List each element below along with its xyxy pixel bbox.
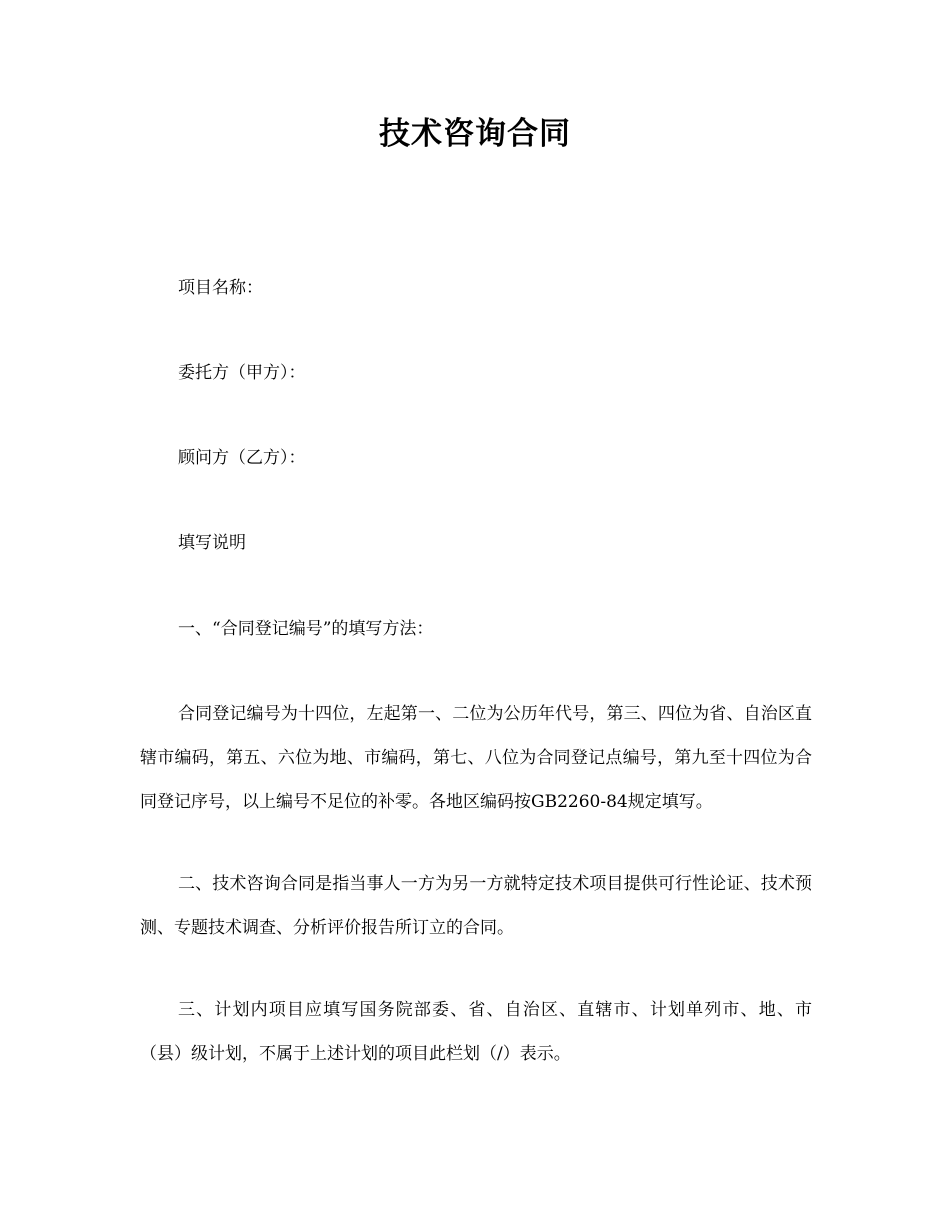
- instruction-item-2: 二、技术咨询合同是指当事人一方为另一方就特定技术项目提供可行性论证、技术预测、专题技术调查、分析评价报告所订立的合同。: [140, 874, 812, 938]
- consultant-label: 顾问方（乙方）：: [178, 448, 306, 468]
- instruction-item-1-heading: 一、“合同登记编号”的填写方法：: [178, 619, 434, 639]
- document-title: 技术咨询合同: [379, 116, 571, 152]
- instructions-heading: 填写说明: [178, 533, 246, 553]
- instruction-item-3: 三、计划内项目应填写国务院部委、省、自治区、直辖市、计划单列市、地、市（县）级计划，不属于上述计划的项目此栏划（/）表示。: [140, 1000, 812, 1064]
- project-name-label: 项目名称：: [178, 278, 263, 298]
- instruction-item-1-body: 合同登记编号为十四位，左起第一、二位为公历年代号，第三、四位为省、自治区直辖市编码，第五、六位为地、市编码，第七、八位为合同登记点编号，第九至十四位为合同登记序号，以上编号不足位的补零。各地区编码按GB2260-84规定填写。: [140, 704, 812, 812]
- client-label: 委托方（甲方）：: [178, 363, 306, 383]
